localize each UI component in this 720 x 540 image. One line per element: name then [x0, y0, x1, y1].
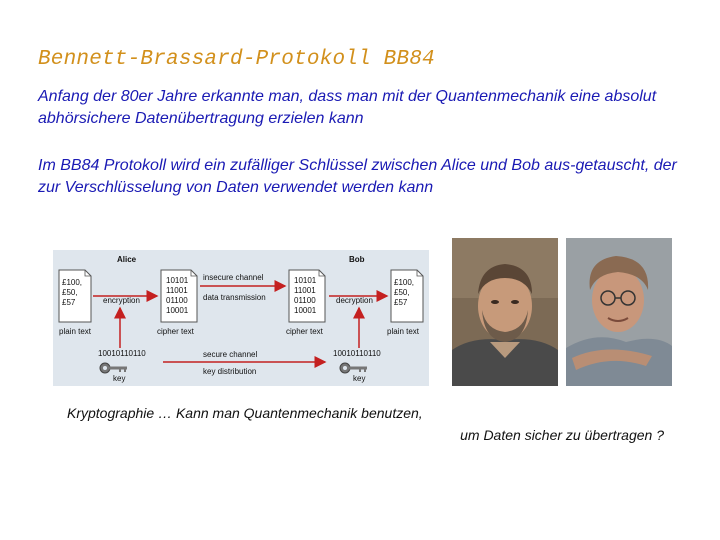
key-bits-left: 10010110110: [98, 349, 146, 358]
cipher-left-line3: 01100: [166, 296, 188, 305]
cipher-text-right-label: cipher text: [286, 327, 323, 336]
plain-text-right-label: plain text: [387, 327, 420, 336]
cipher-left-line4: 10001: [166, 306, 189, 315]
plaintext-right-line1: £100,: [394, 278, 415, 287]
caption-line-1: Kryptographie … Kann man Quantenmechanik benutzen,: [67, 405, 423, 421]
key-bits-right: 10010110110: [333, 349, 381, 358]
insecure-channel-label: insecure channel: [203, 273, 264, 282]
slide-title: Bennett-Brassard-Protokoll BB84: [38, 48, 435, 71]
portrait-bennett: [452, 238, 558, 386]
key-label-left: key: [113, 374, 126, 383]
caption: [67, 402, 667, 446]
cipher-right-line1: 10101: [294, 276, 317, 285]
cryptography-diagram: [53, 250, 429, 386]
decryption-label: decryption: [336, 296, 373, 305]
cipher-text-left-label: cipher text: [157, 327, 194, 336]
secure-channel-label: secure channel: [203, 350, 258, 359]
plaintext-right-line3: £57: [394, 298, 408, 307]
cipher-left-line2: 11001: [166, 286, 188, 295]
cipher-left-line1: 10101: [166, 276, 189, 285]
alice-label: Alice: [117, 255, 137, 264]
caption-line-2: um Daten sicher zu übertragen ?: [460, 427, 664, 443]
plaintext-right-line2: £50,: [394, 288, 410, 297]
key-icon: [100, 363, 127, 373]
key-icon: [340, 363, 367, 373]
intro-paragraph: Anfang der 80er Jahre erkannte man, dass man mit der Quantenmechanik eine absolut abhörsichere Datenübertragung erzielen kann: [38, 88, 657, 127]
encryption-label: encryption: [103, 296, 140, 305]
cipher-right-line3: 01100: [294, 296, 316, 305]
portrait-brassard: [566, 238, 672, 386]
bb84-paragraph: Im BB84 Protokoll wird ein zufälliger Schlüssel zwischen Alice und Bob aus-getauscht, der zur Verschlüsselung von Daten verwendet werden kann: [38, 157, 677, 196]
cipher-right-line2: 11001: [294, 286, 316, 295]
plaintext-left-line2: £50,: [62, 288, 78, 297]
key-label-right: key: [353, 374, 366, 383]
cipher-right-line4: 10001: [294, 306, 317, 315]
key-distribution-label: key distribution: [203, 367, 257, 376]
plaintext-left-line3: £57: [62, 298, 76, 307]
bob-label: Bob: [349, 255, 365, 264]
plaintext-left-line1: £100,: [62, 278, 83, 287]
plain-text-left-label: plain text: [59, 327, 92, 336]
data-transmission-label: data transmission: [203, 293, 266, 302]
